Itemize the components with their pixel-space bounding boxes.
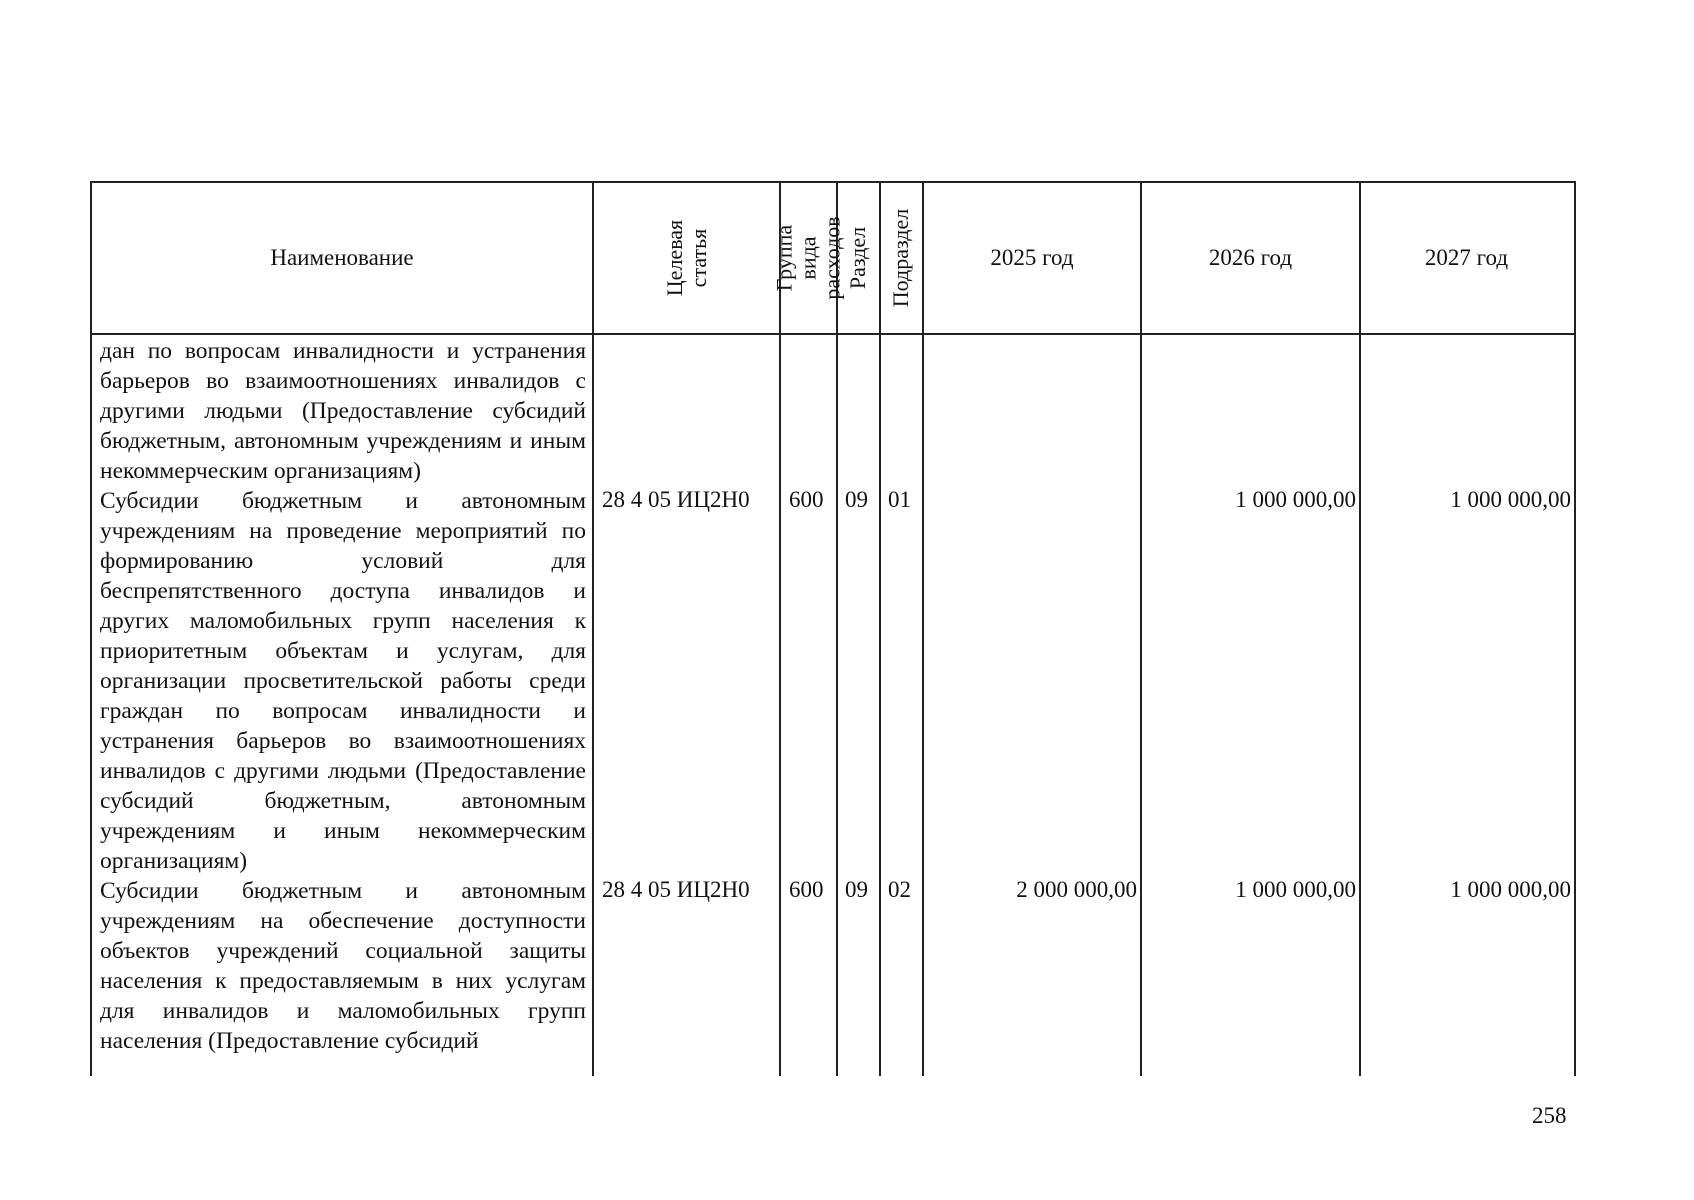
row2-target-article: 28 4 05 ИЦ2Н0: [602, 877, 750, 902]
row1-subsection: 01: [888, 487, 911, 512]
row2-2027: 1 000 000,00: [1450, 877, 1571, 902]
header-subsection: Подраздел: [888, 208, 914, 308]
row2-section: 09: [845, 877, 868, 902]
name-column-text: [100, 336, 586, 1076]
header-divider: [92, 333, 1574, 335]
row1-2027: 1 000 000,00: [1450, 487, 1571, 512]
header-expense-group: Группа вида расходов: [771, 216, 845, 300]
row2-2025: 2 000 000,00: [1016, 877, 1137, 902]
name-block: Субсидии бюджетным и автономным учреждениям на обеспечение доступности объектов учреждений социальной защиты населения к предоставляемым в них услугам для инвалидов и маломобильных групп населения (Предоставление субсидий: [100, 878, 586, 1054]
header-name: Наименование: [270, 245, 414, 270]
name-block: дан по вопросам инвалидности и устранения барьеров во взаимоотношениях инвалидов с другими людьми (Предоставление субсидий бюджетным, автономным учреждениям и иным некоммерческим организациям): [100, 338, 586, 484]
row1-section: 09: [845, 487, 868, 512]
row1-target-article: 28 4 05 ИЦ2Н0: [602, 487, 750, 512]
header-target-article: Целевая статья: [661, 219, 711, 297]
row2-subsection: 02: [888, 877, 911, 902]
header-section: Раздел: [845, 226, 871, 290]
row2-2026: 1 000 000,00: [1235, 877, 1356, 902]
budget-table: [90, 181, 1576, 1076]
header-2026: 2026 год: [1208, 245, 1293, 270]
row1-2026: 1 000 000,00: [1235, 487, 1356, 512]
row1-expense-group: 600: [789, 487, 824, 512]
header-2027: 2027 год: [1424, 245, 1509, 270]
header-2025: 2025 год: [990, 245, 1074, 270]
name-block: Субсидии бюджетным и автономным учреждениям на проведение мероприятий по формированию условий для беспрепятственного доступа инвалидов и других маломобильных групп населения к приоритетным объектам и услугам, для организации просветительской работы среди граждан по вопросам инвалидности и устранения барьеров во взаимоотношениях инвалидов с другими людьми (Предоставление субсидий бюджетным, автономным учреждениям и иным некоммерческим организациям): [100, 488, 586, 874]
row2-expense-group: 600: [789, 877, 824, 902]
page-number: 258: [1532, 1103, 1567, 1128]
